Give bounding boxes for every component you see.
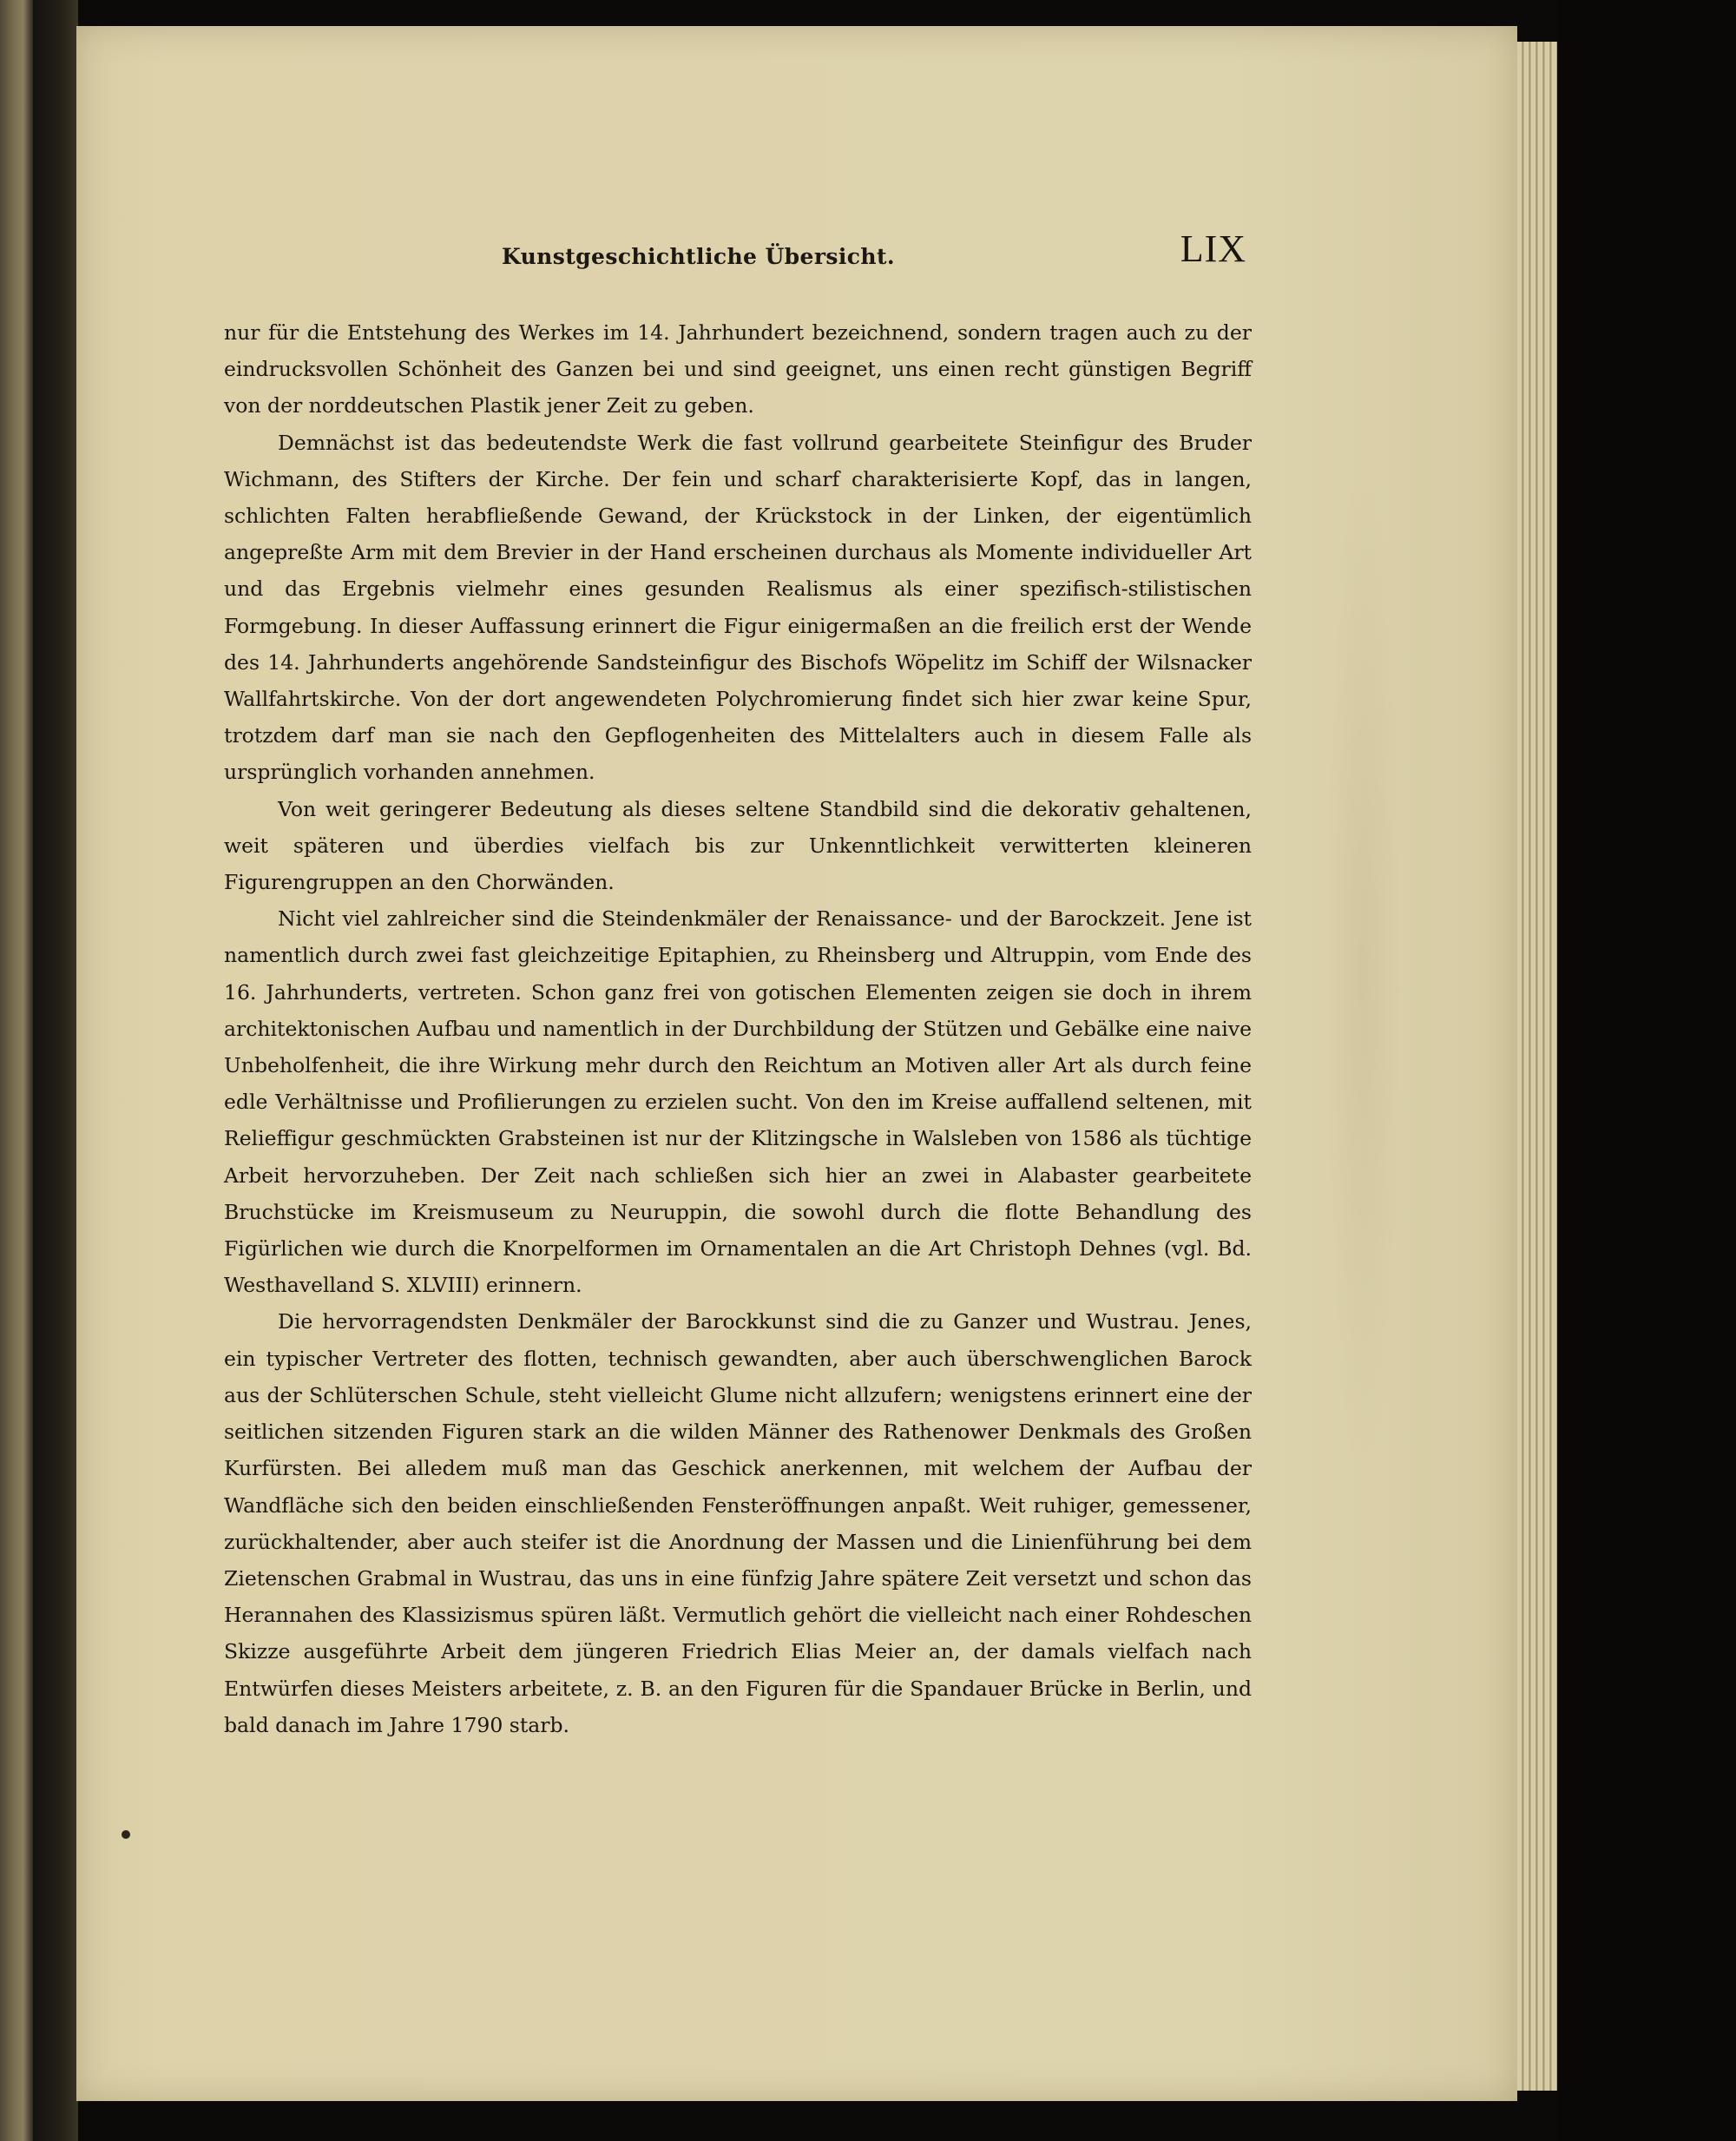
paragraph: Demnächst ist das bedeutendste Werk die fast vollrund gearbeitete Steinfigur des Bruder Wichmann, des Stifters der Kirche. Der fein und scharf charakterisierte Kopf, das in langen, schlichten Falten herabfließende Gewand, der Krückstock in der Linken, der eigentümlich angepreßte Arm mit dem Brevier in der Hand erscheinen durchaus als Momente individueller Art und das Ergebnis vielmehr eines gesunden Realismus als einer spezifisch-stilistischen Formgebung. In dieser Auffassung erinnert die Figur einigermaßen an die freilich erst der Wende des 14. Jahrhunderts angehörende Sandsteinfigur des Bischofs Wöpelitz im Schiff der Wilsnacker Wallfahrtskirche. Von der dort angewendeten Polychromierung findet sich hier zwar keine Spur, trotzdem darf man sie nach den Gepflogenheiten des Mittelalters auch in diesem Falle als ursprünglich vorhanden annehmen. <box>224 430 1252 785</box>
page-stack-edge <box>1517 42 1557 2091</box>
paragraph: Von weit geringerer Bedeutung als dieses seltene Standbild sind die dekorativ gehaltenen, weit späteren und überdies vielfach bis zur Unkenntlichkeit verwitterten kleineren Figurengruppen an den Chorwänden. <box>224 796 1252 895</box>
paper-stain <box>1324 451 1402 1493</box>
background <box>1557 0 1736 2141</box>
left-page-edge <box>0 0 33 2141</box>
page-header <box>148 220 1246 272</box>
paragraph: Die hervorragendsten Denkmäler der Barockkunst sind die zu Ganzer und Wustrau. Jenes, ein typischer Vertreter des flotten, technisch gewandten, aber auch überschwenglichen Barock aus der Schlüterschen Schule, steht vielleicht Glume nicht allzufern; wenigstens erinnert eine der seitlichen sitzenden Figuren stark an die wilden Männer des Rathenower Denkmals des Großen Kurfürsten. Bei alledem muß man das Geschick anerkennen, mit welchem der Aufbau der Wandfläche sich den beiden einschließenden Fensteröffnungen anpaßt. Weit ruhiger, gemessener, zurückhaltender, aber auch steifer ist die Anordnung der Massen und die Linienführung bei dem Zietenschen Grabmal in Wustrau, das uns in eine fünfzig Jahre spätere Zeit versetzt und schon das Herannahen des Klassizismus spüren läßt. Vermutlich gehört die vielleicht nach einer Rohdeschen Skizze ausgeführte Arbeit dem jüngeren Friedrich Elias Meier an, der damals vielfach nach Entwürfen dieses Meisters arbeitete, z. B. an den Figuren für die Spandauer Brücke in Berlin, und bald danach im Jahre 1790 starb. <box>224 1309 1252 1737</box>
paper-speck <box>122 1830 130 1839</box>
paragraph-continued: nur für die Entstehung des Werkes im 14. Jahrhundert bezeichnend, sondern tragen auch zu der eindrucksvollen Schönheit des Ganzen bei und sind geeignet, uns einen recht günstigen Begriff von der norddeutschen Plastik jener Zeit zu geben. <box>224 320 1252 418</box>
paragraph: Nicht viel zahlreicher sind die Steindenkmäler der Renaissance- und der Barockzeit. Jene ist namentlich durch zwei fast gleichzeitige Epitaphien, zu Rheinsberg und Altruppin, vom Ende des 16. Jahrhunderts, vertreten. Schon ganz frei von gotischen Elementen zeigen sie doch in ihrem architektonischen Aufbau und namentlich in der Durchbildung der Stützen und Gebälke eine naive Unbeholfenheit, die ihre Wirkung mehr durch den Reichtum an Motiven aller Art als durch feine edle Verhältnisse und Profilierungen zu erzielen sucht. Von den im Kreise auffallend seltenen, mit Relieffigur geschmückten Grabsteinen ist nur der Klitzingsche in Walsleben von 1586 als tüchtige Arbeit hervorzuheben. Der Zeit nach schließen sich hier an zwei in Alabaster gearbeitete Bruchstücke im Kreismuseum zu Neuruppin, die sowohl durch die flotte Behandlung des Figürlichen wie durch die Knorpelformen im Ornamentalen an die Art Christoph Dehnes (vgl. Bd. Westhavelland S. XLVIII) erinnern. <box>224 906 1252 1298</box>
page-number: LIX <box>1180 227 1246 270</box>
body-text <box>224 314 1252 1743</box>
book-gutter <box>33 0 78 2141</box>
running-head: Kunstgeschichtliche Übersicht. <box>502 244 896 269</box>
